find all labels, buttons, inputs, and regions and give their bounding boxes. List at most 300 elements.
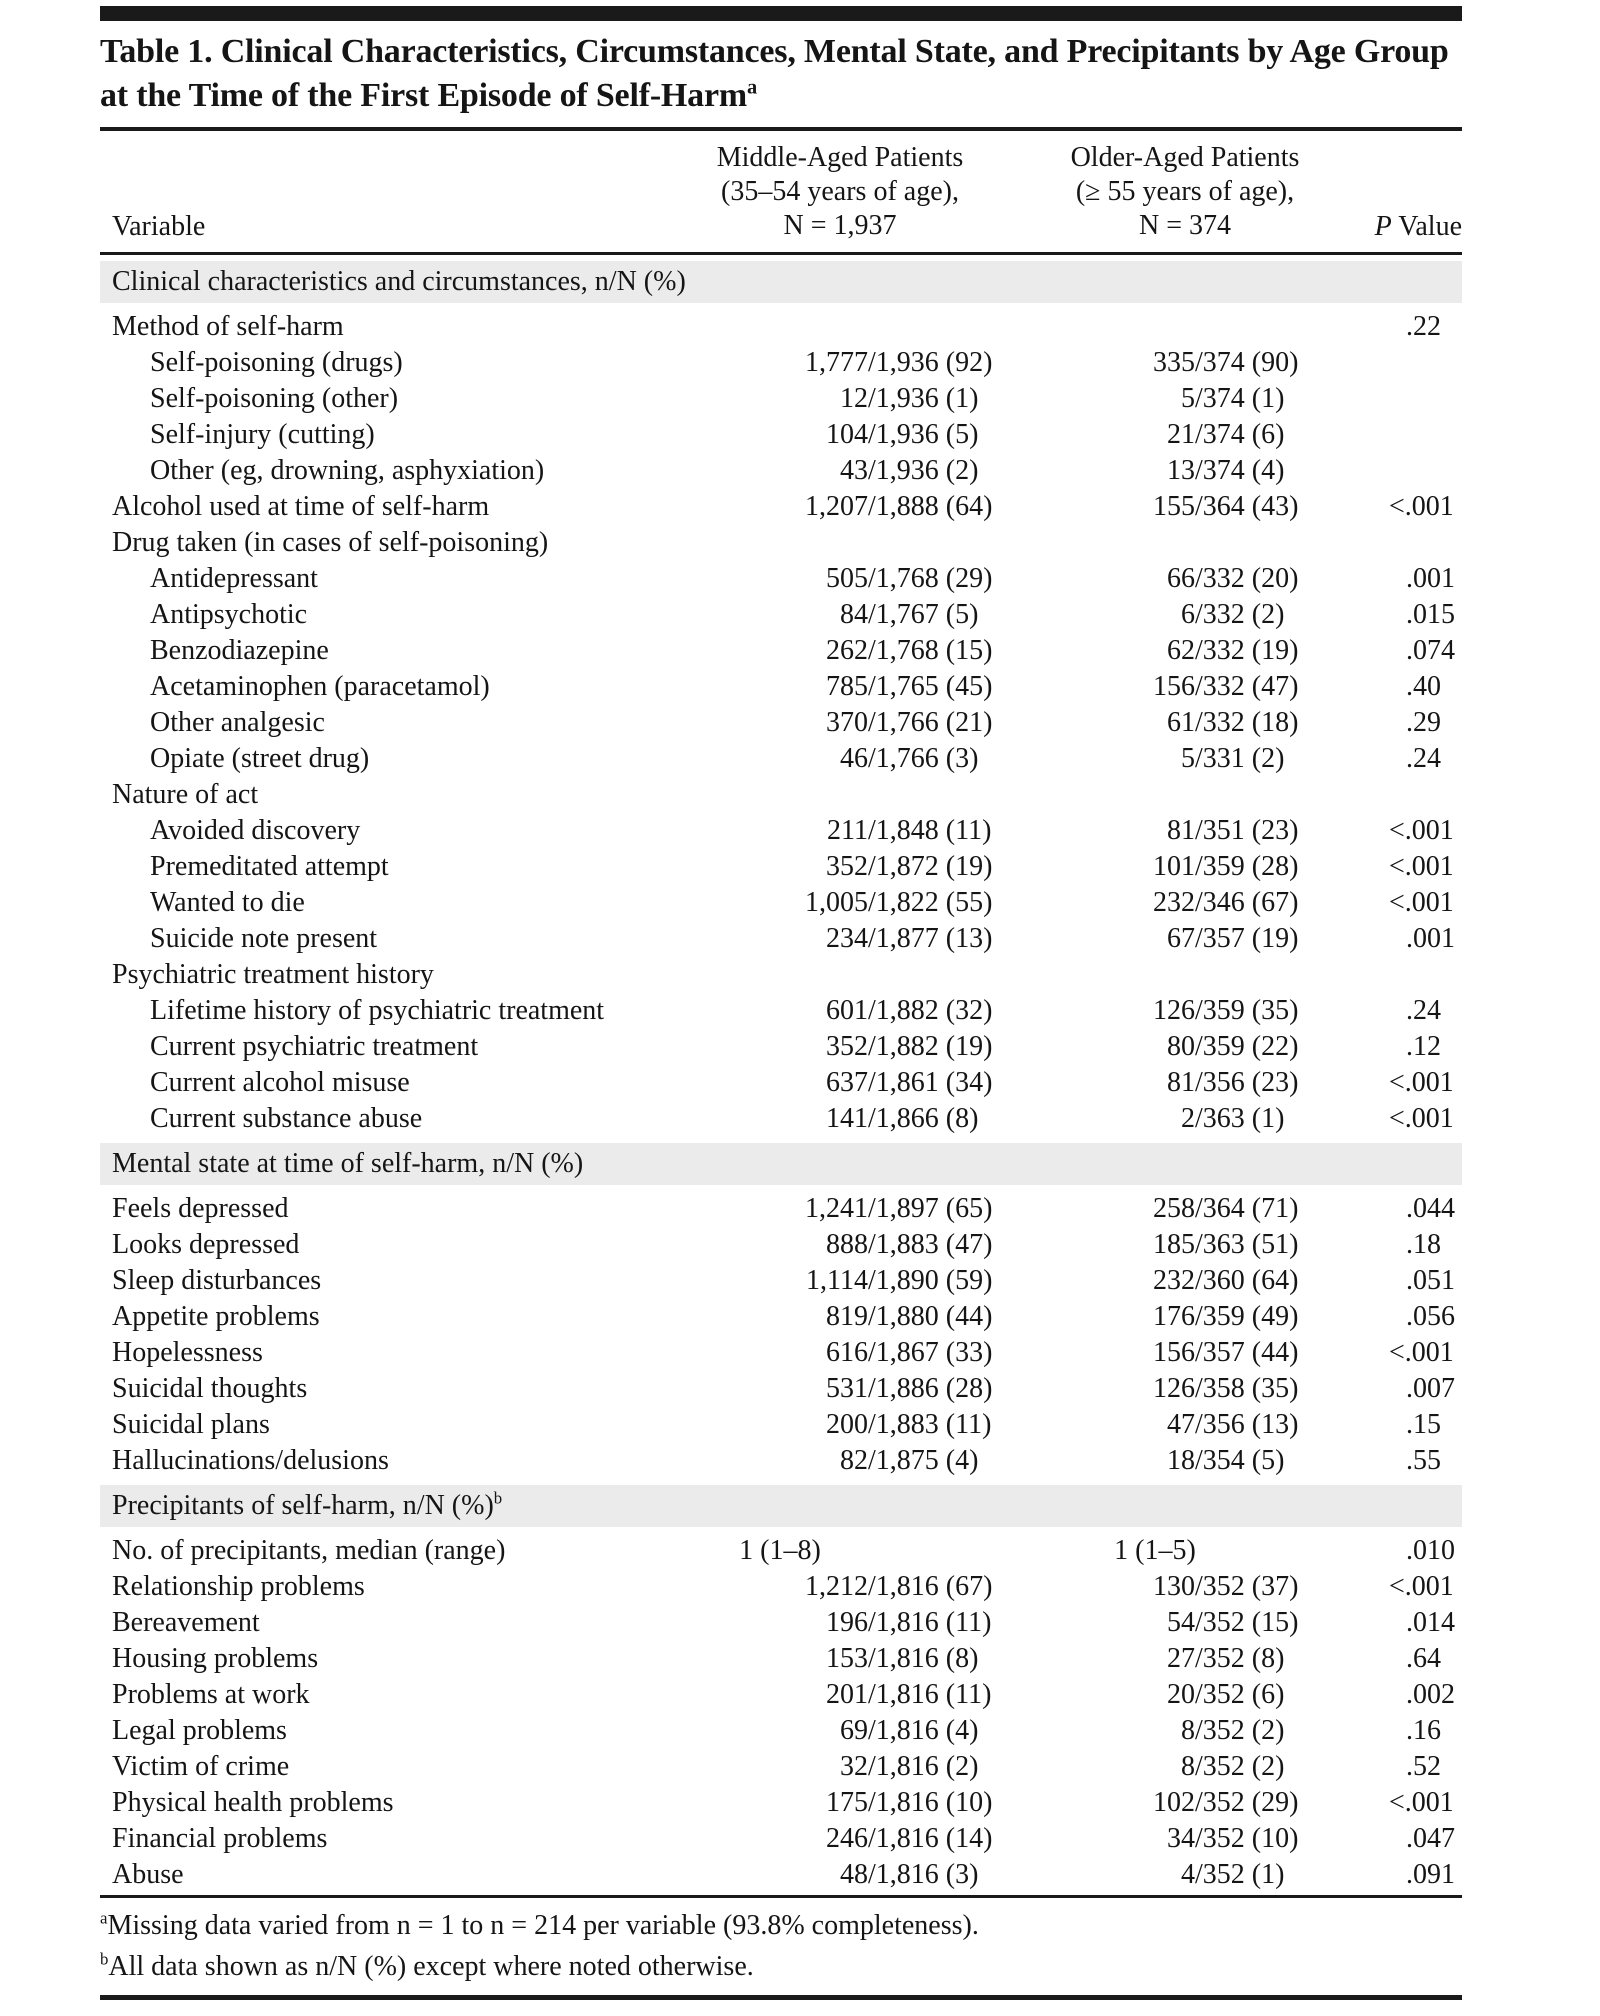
value-numerator: 54 xyxy=(1167,1607,1195,1638)
value-rest: /1,816 (11) xyxy=(868,1607,992,1638)
value-numerator: 8 xyxy=(1181,1715,1195,1746)
value-numerator: 101 xyxy=(1153,851,1195,882)
value-numerator: 246 xyxy=(826,1823,868,1854)
cell-pvalue: .074 xyxy=(1406,635,1455,666)
cell-middle-aged xyxy=(660,741,1020,777)
cell-variable: Relationship problems xyxy=(112,1571,365,1602)
value-numerator: 201 xyxy=(826,1679,868,1710)
cell-pvalue xyxy=(1350,453,1462,489)
cell-pvalue: .55 xyxy=(1406,1445,1441,1476)
table-row xyxy=(100,1101,1462,1137)
cell-pvalue: .091 xyxy=(1406,1859,1455,1890)
cell-pvalue: .12 xyxy=(1406,1031,1441,1062)
value-rest: /352 (6) xyxy=(1195,1679,1285,1710)
value-rest: /359 (22) xyxy=(1195,1031,1299,1062)
cell-middle-aged xyxy=(660,597,1020,633)
cell-older-aged xyxy=(1020,381,1350,417)
table-row xyxy=(100,1533,1462,1569)
value-numerator: 34 xyxy=(1167,1823,1195,1854)
value-numerator: 258 xyxy=(1153,1193,1195,1224)
value-rest: /1,816 (3) xyxy=(868,1859,979,1890)
col-header-older-aged xyxy=(1020,131,1350,254)
cell-variable: Self-poisoning (other) xyxy=(150,383,399,414)
cell-variable: Opiate (street drug) xyxy=(150,743,370,774)
value-numerator: 82 xyxy=(840,1445,868,1476)
table-row xyxy=(100,345,1462,381)
table-row xyxy=(100,381,1462,417)
value-rest: /1,816 (4) xyxy=(868,1715,979,1746)
section-header-row xyxy=(100,1479,1462,1533)
table-row xyxy=(100,489,1462,525)
value-numerator: 48 xyxy=(840,1859,868,1890)
cell-variable: No. of precipitants, median (range) xyxy=(112,1535,506,1566)
cell-pvalue: <.001 xyxy=(1389,815,1454,846)
cell-variable: Method of self-harm xyxy=(112,311,344,342)
value-rest: /1,768 (29) xyxy=(868,563,993,594)
value-numerator: 4 xyxy=(1181,1859,1195,1890)
cell-variable: Hopelessness xyxy=(112,1337,263,1368)
value-rest: /374 (6) xyxy=(1195,419,1285,450)
cell-pvalue: .010 xyxy=(1406,1535,1455,1566)
cell-pvalue: .051 xyxy=(1406,1265,1455,1296)
value-numerator: 46 xyxy=(840,743,868,774)
cell-pvalue: <.001 xyxy=(1389,1787,1454,1818)
value-rest: /1,897 (65) xyxy=(868,1193,993,1224)
cell-variable: Drug taken (in cases of self-poisoning) xyxy=(112,527,549,558)
table-row xyxy=(100,1371,1462,1407)
table-title-text: Table 1. Clinical Characteristics, Circumstances, Mental State, and Precipitants by Age Group at the Time of the First Episode of Self-Harm xyxy=(100,33,1449,114)
value-numerator: 155 xyxy=(1153,491,1195,522)
value-rest: /1,848 (11) xyxy=(868,815,992,846)
table-row xyxy=(100,633,1462,669)
value-numerator: 211 xyxy=(827,815,868,846)
value-rest: /1,936 (2) xyxy=(868,455,979,486)
section-header-row xyxy=(100,254,1462,310)
bottom-rule xyxy=(100,1995,1462,2000)
section-header-row xyxy=(100,1137,1462,1191)
cell-variable: Sleep disturbances xyxy=(112,1265,322,1296)
cell-pvalue: <.001 xyxy=(1389,851,1454,882)
cell-older-aged xyxy=(1020,1605,1350,1641)
value-rest: /1,822 (55) xyxy=(868,887,993,918)
footnote-a xyxy=(100,1905,1462,1946)
value-numerator: 6 xyxy=(1181,599,1195,630)
table-row xyxy=(100,1407,1462,1443)
cell-variable: Suicidal thoughts xyxy=(112,1373,308,1404)
cell-pvalue: .64 xyxy=(1406,1643,1441,1674)
cell-middle-aged xyxy=(660,1029,1020,1065)
table-row xyxy=(100,1443,1462,1479)
cell-middle-aged xyxy=(660,1191,1020,1227)
value-numerator: 156 xyxy=(1153,1337,1195,1368)
cell-middle-aged xyxy=(660,1101,1020,1137)
cell-middle-aged: 1 (1–8) xyxy=(739,1535,821,1566)
table-row xyxy=(100,453,1462,489)
cell-older-aged xyxy=(1020,885,1350,921)
value-rest: /359 (35) xyxy=(1195,995,1299,1026)
section-header-bar xyxy=(100,1143,1462,1185)
cell-middle-aged xyxy=(660,633,1020,669)
value-numerator: 8 xyxy=(1181,1751,1195,1782)
value-rest: /332 (2) xyxy=(1195,599,1285,630)
value-numerator: 47 xyxy=(1167,1409,1195,1440)
cell-variable: Self-poisoning (drugs) xyxy=(150,347,403,378)
section-header-superscript: b xyxy=(493,1488,503,1508)
value-numerator: 531 xyxy=(826,1373,868,1404)
value-rest: /1,882 (32) xyxy=(868,995,993,1026)
table-row xyxy=(100,1263,1462,1299)
table-row xyxy=(100,1065,1462,1101)
value-numerator: 200 xyxy=(826,1409,868,1440)
value-rest: /332 (20) xyxy=(1195,563,1299,594)
cell-older-aged xyxy=(1020,705,1350,741)
value-numerator: 27 xyxy=(1167,1643,1195,1674)
cell-variable: Nature of act xyxy=(112,779,259,810)
value-numerator: 5 xyxy=(1181,743,1195,774)
cell-middle-aged xyxy=(660,777,1020,813)
table-row xyxy=(100,1227,1462,1263)
column-header-row xyxy=(100,131,1462,254)
cell-older-aged xyxy=(1020,1785,1350,1821)
cell-variable: Suicide note present xyxy=(150,923,378,954)
cell-older-aged: 1 (1–5) xyxy=(1114,1535,1196,1566)
cell-older-aged xyxy=(1020,921,1350,957)
value-rest: /352 (15) xyxy=(1195,1607,1299,1638)
value-numerator: 80 xyxy=(1167,1031,1195,1062)
cell-pvalue: <.001 xyxy=(1389,1067,1454,1098)
cell-older-aged xyxy=(1020,1101,1350,1137)
cell-middle-aged xyxy=(660,1407,1020,1443)
cell-variable: Antidepressant xyxy=(150,563,318,594)
value-numerator: 84 xyxy=(840,599,868,630)
value-numerator: 370 xyxy=(826,707,868,738)
section-header-bar xyxy=(100,1485,1462,1527)
col-header-pvalue xyxy=(1350,131,1462,254)
cell-variable: Acetaminophen (paracetamol) xyxy=(150,671,490,702)
value-numerator: 505 xyxy=(826,563,868,594)
cell-older-aged xyxy=(1020,1065,1350,1101)
value-numerator: 335 xyxy=(1153,347,1195,378)
cell-older-aged xyxy=(1020,1371,1350,1407)
cell-pvalue: .24 xyxy=(1406,743,1441,774)
col-header-middle-aged xyxy=(660,131,1020,254)
value-rest: /352 (2) xyxy=(1195,1715,1285,1746)
value-numerator: 1,005 xyxy=(805,887,868,918)
col-header-p-italic: P xyxy=(1374,211,1392,242)
cell-variable: Self-injury (cutting) xyxy=(150,419,375,450)
value-rest: /1,936 (5) xyxy=(868,419,979,450)
value-numerator: 32 xyxy=(840,1751,868,1782)
cell-older-aged xyxy=(1020,1299,1350,1335)
value-rest: /374 (1) xyxy=(1195,383,1285,414)
value-numerator: 785 xyxy=(826,671,868,702)
table-row xyxy=(100,705,1462,741)
cell-middle-aged xyxy=(660,1569,1020,1605)
cell-older-aged xyxy=(1020,1335,1350,1371)
value-rest: /1,816 (8) xyxy=(868,1643,979,1674)
table-row xyxy=(100,597,1462,633)
value-rest: /374 (90) xyxy=(1195,347,1299,378)
value-numerator: 67 xyxy=(1167,923,1195,954)
cell-middle-aged xyxy=(660,885,1020,921)
value-numerator: 819 xyxy=(826,1301,868,1332)
cell-pvalue: <.001 xyxy=(1389,1103,1454,1134)
value-numerator: 352 xyxy=(826,1031,868,1062)
value-rest: /1,766 (21) xyxy=(868,707,993,738)
value-rest: /357 (44) xyxy=(1195,1337,1299,1368)
section-header-text: Mental state at time of self-harm, n/N (%) xyxy=(112,1148,584,1179)
value-rest: /1,861 (34) xyxy=(868,1067,993,1098)
value-rest: /363 (51) xyxy=(1195,1229,1299,1260)
value-numerator: 1,212 xyxy=(805,1571,868,1602)
value-numerator: 62 xyxy=(1167,635,1195,666)
cell-variable: Avoided discovery xyxy=(150,815,361,846)
value-numerator: 104 xyxy=(826,419,868,450)
table-row xyxy=(100,1191,1462,1227)
cell-older-aged xyxy=(1020,669,1350,705)
cell-older-aged xyxy=(1020,417,1350,453)
cell-variable: Current alcohol misuse xyxy=(150,1067,410,1098)
cell-older-aged xyxy=(1020,1263,1350,1299)
value-rest: /1,890 (59) xyxy=(868,1265,993,1296)
table-row xyxy=(100,1029,1462,1065)
value-numerator: 102 xyxy=(1153,1787,1195,1818)
cell-middle-aged xyxy=(660,1299,1020,1335)
cell-middle-aged xyxy=(660,489,1020,525)
value-numerator: 616 xyxy=(826,1337,868,1368)
value-numerator: 69 xyxy=(840,1715,868,1746)
cell-older-aged xyxy=(1020,561,1350,597)
table-row xyxy=(100,885,1462,921)
cell-pvalue: .22 xyxy=(1406,311,1441,342)
cell-variable: Abuse xyxy=(112,1859,184,1890)
value-numerator: 12 xyxy=(840,383,868,414)
value-rest: /356 (23) xyxy=(1195,1067,1299,1098)
col-header-middle-line2: (35–54 years of age), xyxy=(721,176,959,207)
cell-middle-aged xyxy=(660,1065,1020,1101)
col-header-older-line1: Older-Aged Patients xyxy=(1070,142,1300,173)
cell-variable: Current substance abuse xyxy=(150,1103,423,1134)
value-rest: /1,936 (92) xyxy=(868,347,993,378)
cell-variable: Antipsychotic xyxy=(150,599,308,630)
cell-older-aged xyxy=(1020,849,1350,885)
cell-middle-aged xyxy=(660,417,1020,453)
cell-pvalue xyxy=(1350,777,1462,813)
table-row xyxy=(100,417,1462,453)
section-header-text: Clinical characteristics and circumstances, n/N (%) xyxy=(112,266,686,297)
cell-middle-aged xyxy=(660,669,1020,705)
cell-variable: Lifetime history of psychiatric treatment xyxy=(150,995,605,1026)
table-row xyxy=(100,525,1462,561)
value-rest: /358 (35) xyxy=(1195,1373,1299,1404)
cell-variable: Benzodiazepine xyxy=(150,635,329,666)
value-rest: /1,816 (14) xyxy=(868,1823,993,1854)
cell-pvalue: .18 xyxy=(1406,1229,1441,1260)
value-rest: /1,867 (33) xyxy=(868,1337,993,1368)
value-numerator: 262 xyxy=(826,635,868,666)
cell-pvalue: .044 xyxy=(1406,1193,1455,1224)
cell-older-aged xyxy=(1020,1227,1350,1263)
table-row xyxy=(100,1641,1462,1677)
value-rest: /346 (67) xyxy=(1195,887,1299,918)
value-numerator: 196 xyxy=(826,1607,868,1638)
cell-older-aged xyxy=(1020,1443,1350,1479)
cell-older-aged xyxy=(1020,309,1350,345)
cell-pvalue xyxy=(1350,381,1462,417)
value-numerator: 1,207 xyxy=(805,491,868,522)
cell-older-aged xyxy=(1020,1029,1350,1065)
cell-middle-aged xyxy=(660,921,1020,957)
cell-variable: Wanted to die xyxy=(150,887,305,918)
value-rest: /1,888 (64) xyxy=(868,491,993,522)
value-numerator: 61 xyxy=(1167,707,1195,738)
value-numerator: 13 xyxy=(1167,455,1195,486)
col-header-middle-line3: N = 1,937 xyxy=(783,210,897,241)
cell-pvalue: <.001 xyxy=(1389,1571,1454,1602)
cell-pvalue: .056 xyxy=(1406,1301,1455,1332)
value-numerator: 2 xyxy=(1181,1103,1195,1134)
cell-middle-aged xyxy=(660,957,1020,993)
cell-pvalue xyxy=(1350,345,1462,381)
value-rest: /1,866 (8) xyxy=(868,1103,979,1134)
cell-middle-aged xyxy=(660,1677,1020,1713)
cell-pvalue xyxy=(1350,525,1462,561)
value-numerator: 1,777 xyxy=(805,347,868,378)
value-numerator: 232 xyxy=(1153,1265,1195,1296)
value-rest: /1,816 (11) xyxy=(868,1679,992,1710)
cell-variable: Alcohol used at time of self-harm xyxy=(112,491,490,522)
cell-variable: Legal problems xyxy=(112,1715,287,1746)
table-row xyxy=(100,993,1462,1029)
cell-pvalue: .014 xyxy=(1406,1607,1455,1638)
value-numerator: 185 xyxy=(1153,1229,1195,1260)
value-rest: /352 (10) xyxy=(1195,1823,1299,1854)
value-rest: /1,875 (4) xyxy=(868,1445,979,1476)
value-numerator: 232 xyxy=(1153,887,1195,918)
cell-middle-aged xyxy=(660,381,1020,417)
col-header-older-line2: (≥ 55 years of age), xyxy=(1075,176,1295,207)
cell-middle-aged xyxy=(660,1749,1020,1785)
cell-older-aged xyxy=(1020,1677,1350,1713)
value-rest: /1,767 (5) xyxy=(868,599,979,630)
cell-older-aged xyxy=(1020,633,1350,669)
value-numerator: 1,241 xyxy=(805,1193,868,1224)
value-numerator: 637 xyxy=(826,1067,868,1098)
value-rest: /359 (28) xyxy=(1195,851,1299,882)
cell-older-aged xyxy=(1020,1191,1350,1227)
value-numerator: 888 xyxy=(826,1229,868,1260)
table-row xyxy=(100,1821,1462,1857)
cell-older-aged xyxy=(1020,1641,1350,1677)
cell-middle-aged xyxy=(660,849,1020,885)
value-numerator: 153 xyxy=(826,1643,868,1674)
cell-pvalue: <.001 xyxy=(1389,491,1454,522)
value-numerator: 126 xyxy=(1153,1373,1195,1404)
table-row xyxy=(100,1299,1462,1335)
value-rest: /1,766 (3) xyxy=(868,743,979,774)
table-row xyxy=(100,777,1462,813)
value-numerator: 601 xyxy=(826,995,868,1026)
table-row xyxy=(100,1749,1462,1785)
cell-middle-aged xyxy=(660,993,1020,1029)
cell-pvalue xyxy=(1350,417,1462,453)
col-header-older-line3: N = 374 xyxy=(1138,210,1231,241)
value-rest: /1,872 (19) xyxy=(868,851,993,882)
value-rest: /364 (43) xyxy=(1195,491,1299,522)
value-rest: /357 (19) xyxy=(1195,923,1299,954)
cell-pvalue: <.001 xyxy=(1389,1337,1454,1368)
table-row xyxy=(100,813,1462,849)
footnote-b-text: All data shown as n/N (%) except where noted otherwise. xyxy=(108,1951,754,1982)
table-row xyxy=(100,741,1462,777)
cell-variable: Looks depressed xyxy=(112,1229,300,1260)
value-rest: /352 (37) xyxy=(1195,1571,1299,1602)
footnotes xyxy=(100,1895,1462,1995)
cell-pvalue: .29 xyxy=(1406,707,1441,738)
table-row xyxy=(100,921,1462,957)
value-numerator: 21 xyxy=(1167,419,1195,450)
cell-pvalue: .001 xyxy=(1406,923,1455,954)
cell-older-aged xyxy=(1020,1749,1350,1785)
table-row xyxy=(100,309,1462,345)
cell-middle-aged xyxy=(660,525,1020,561)
cell-older-aged xyxy=(1020,453,1350,489)
value-rest: /1,880 (44) xyxy=(868,1301,993,1332)
value-rest: /332 (47) xyxy=(1195,671,1299,702)
table-row xyxy=(100,669,1462,705)
table-row xyxy=(100,1713,1462,1749)
value-rest: /352 (1) xyxy=(1195,1859,1285,1890)
cell-variable: Bereavement xyxy=(112,1607,260,1638)
cell-pvalue: .047 xyxy=(1406,1823,1455,1854)
cell-variable: Suicidal plans xyxy=(112,1409,270,1440)
value-numerator: 20 xyxy=(1167,1679,1195,1710)
cell-pvalue: .015 xyxy=(1406,599,1455,630)
table-body xyxy=(100,254,1462,1894)
cell-older-aged xyxy=(1020,345,1350,381)
cell-variable: Hallucinations/delusions xyxy=(112,1445,389,1476)
value-rest: /363 (1) xyxy=(1195,1103,1285,1134)
cell-older-aged xyxy=(1020,1713,1350,1749)
cell-middle-aged xyxy=(660,1227,1020,1263)
cell-middle-aged xyxy=(660,1263,1020,1299)
cell-middle-aged xyxy=(660,705,1020,741)
cell-variable: Other (eg, drowning, asphyxiation) xyxy=(150,455,545,486)
value-rest: /1,765 (45) xyxy=(868,671,993,702)
value-rest: /352 (8) xyxy=(1195,1643,1285,1674)
cell-variable: Feels depressed xyxy=(112,1193,289,1224)
cell-middle-aged xyxy=(660,1785,1020,1821)
cell-older-aged xyxy=(1020,1569,1350,1605)
data-table xyxy=(100,131,1462,1893)
section-header-cell xyxy=(100,1479,1462,1533)
cell-middle-aged xyxy=(660,453,1020,489)
cell-variable: Other analgesic xyxy=(150,707,325,738)
value-rest: /352 (29) xyxy=(1195,1787,1299,1818)
footnote-a-mark: a xyxy=(100,1908,108,1928)
cell-pvalue: .002 xyxy=(1406,1679,1455,1710)
cell-middle-aged xyxy=(660,1335,1020,1371)
value-rest: /1,883 (47) xyxy=(868,1229,993,1260)
value-rest: /374 (4) xyxy=(1195,455,1285,486)
value-rest: /332 (19) xyxy=(1195,635,1299,666)
cell-older-aged xyxy=(1020,957,1350,993)
cell-pvalue xyxy=(1350,957,1462,993)
cell-older-aged xyxy=(1020,489,1350,525)
table-row xyxy=(100,957,1462,993)
cell-variable: Problems at work xyxy=(112,1679,310,1710)
cell-middle-aged xyxy=(660,1443,1020,1479)
